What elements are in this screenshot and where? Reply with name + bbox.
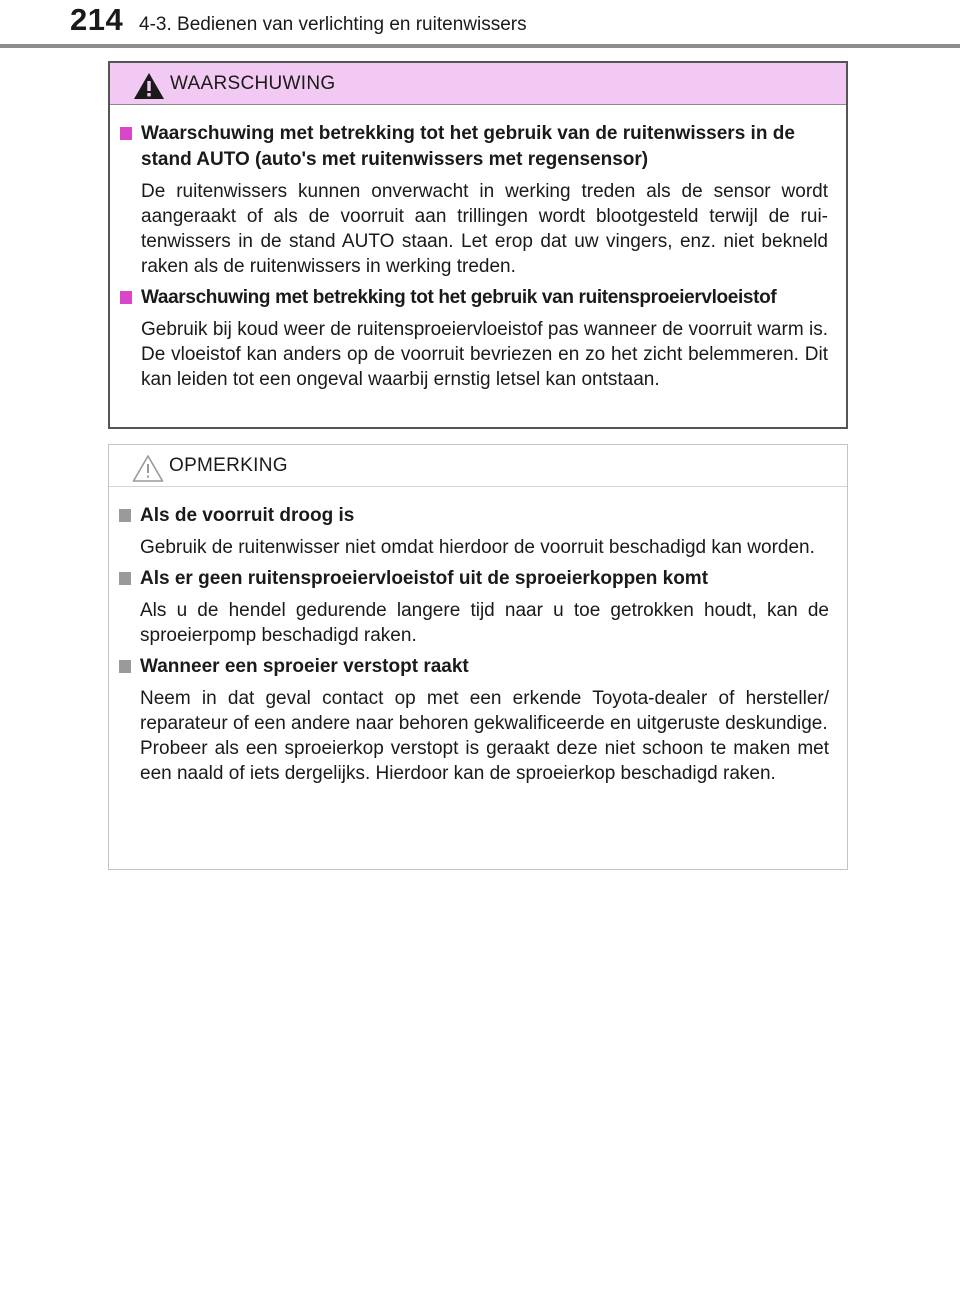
item-heading xyxy=(123,503,829,529)
note-item-no-washer-fluid xyxy=(123,566,829,648)
note-box-body xyxy=(109,487,847,786)
section-title: 4-3. Bedienen van verlichting en ruitenwissers xyxy=(139,14,527,35)
warning-box xyxy=(108,61,848,429)
page-number: 214 xyxy=(70,2,124,37)
note-box-title: OPMERKING xyxy=(169,455,288,476)
warning-item-wipers-auto xyxy=(124,121,828,279)
item-paragraph: Gebruik de ruitenwisser niet omdat hierdoor de voorruit beschadigd kan worden. xyxy=(140,537,815,558)
warning-box-body xyxy=(110,105,846,392)
item-paragraph: Neem in dat geval contact op met een erkende Toyota-dealer of hersteller/ reparateur of een andere naar behoren gekwalificeerde en uitgeruste deskundige. xyxy=(140,688,829,734)
item-text xyxy=(124,179,828,279)
item-paragraph: Als u de hendel gedurende langere tijd naar u toe getrokken houdt, kan de sproeierpomp beschadigd raken. xyxy=(140,600,829,646)
item-text xyxy=(123,535,829,560)
item-text xyxy=(123,686,829,786)
note-box-header xyxy=(109,445,847,487)
warning-box-title: WAARSCHUWING xyxy=(170,73,336,94)
warning-box-header xyxy=(110,63,846,105)
note-item-dry-windshield xyxy=(123,503,829,560)
warning-item-washer-fluid xyxy=(124,285,828,392)
item-heading-text: Waarschuwing met betrekking tot het gebruik van de ruitenwissers in de stand AUTO (auto's met ruitenwissers met regensensor) xyxy=(141,123,795,170)
bullet-square-icon xyxy=(119,660,131,673)
item-heading-text: Als er geen ruitensproeiervloeistof uit de sproeierkoppen komt xyxy=(140,568,709,589)
item-heading xyxy=(123,654,829,680)
item-heading xyxy=(124,121,828,173)
bullet-square-icon xyxy=(120,291,132,304)
item-paragraph: Gebruik bij koud weer de ruitensproeiervloeistof pas wanneer de voorruit warm is. De vloeistof kan anders op de voorruit bevriezen en zo het zicht belemmeren. Dit kan leiden tot een ongeval waarbij ernstig letsel kan ontstaan. xyxy=(141,319,828,390)
item-text xyxy=(123,598,829,648)
item-text xyxy=(124,317,828,392)
item-paragraph: De ruitenwissers kunnen onverwacht in werking treden als de sensor wordt aangeraakt of als de voorruit aan trillingen wordt blootgesteld terwijl de ruitenwissers in de stand AUTO staan. Let erop dat uw vingers, enz. niet bekneld raken als de ruitenwissers in werking treden. xyxy=(141,181,828,277)
bullet-square-icon xyxy=(119,572,131,585)
item-heading-text: Als de voorruit droog is xyxy=(140,505,355,526)
note-box xyxy=(108,444,848,870)
warning-triangle-icon xyxy=(132,71,166,101)
header-divider xyxy=(0,44,960,48)
bullet-square-icon xyxy=(120,127,132,140)
caution-triangle-outline-icon xyxy=(131,453,165,483)
bullet-square-icon xyxy=(119,509,131,522)
item-heading-text: Wanneer een sproeier verstopt raakt xyxy=(140,656,469,677)
item-heading-text: Waarschuwing met betrekking tot het gebruik van ruitensproeiervloeistof xyxy=(141,287,777,308)
page-header xyxy=(0,0,960,48)
item-heading xyxy=(123,566,829,592)
item-paragraph: Probeer als een sproeierkop verstopt is geraakt deze niet schoon te maken met een naald of iets dergelijks. Hierdoor kan de sproeierkop beschadigd raken. xyxy=(140,738,829,784)
item-heading xyxy=(124,285,828,311)
note-item-clogged-nozzle xyxy=(123,654,829,786)
